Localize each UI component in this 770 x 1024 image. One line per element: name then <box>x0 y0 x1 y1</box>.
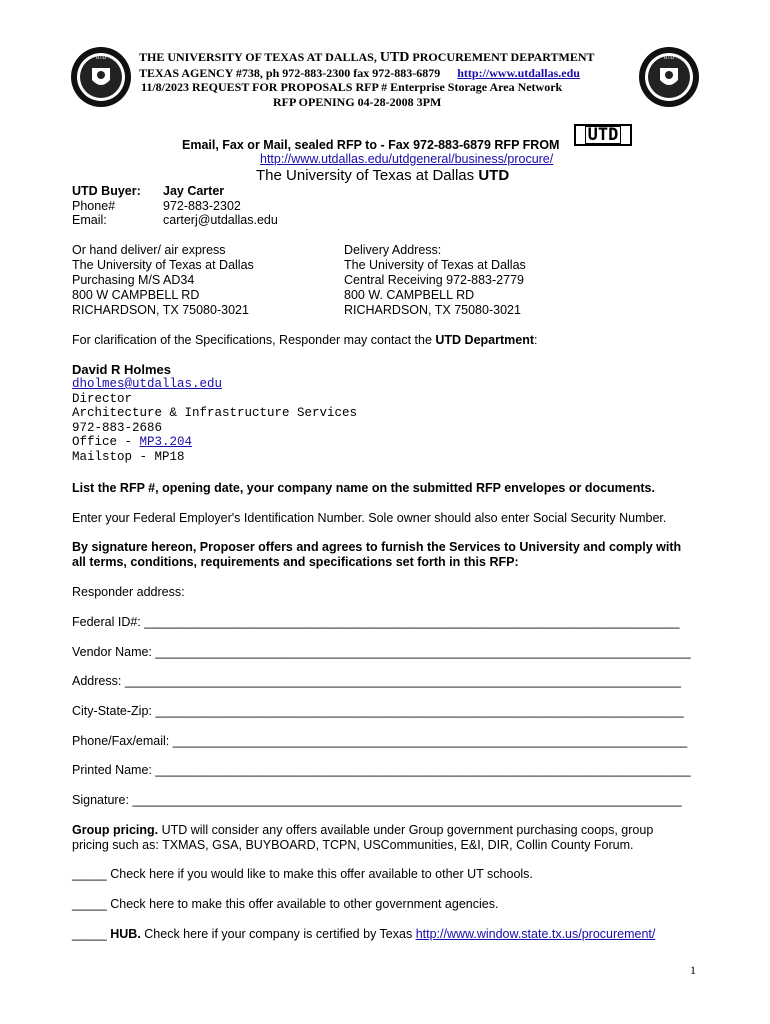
vendor-name-field[interactable]: Vendor Name: _____________________________________________________________________________ <box>72 645 691 659</box>
utd-logo: UTD <box>574 124 632 146</box>
group-pricing: Group pricing. UTD will consider any offers available under Group government purchasing coops, group pricing such as: TXMAS, GSA, BUYBOARD, TCPN, USCommunities, E&I, DIR, Collin County Forum. <box>72 823 654 852</box>
header-line-3: 11/8/2023 REQUEST FOR PROPOSALS RFP # Enterprise Storage Area Network <box>141 80 563 94</box>
header-department: PROCUREMENT DEPARTMENT <box>412 50 595 64</box>
hand-deliver-address: Or hand deliver/ air express The University of Texas at Dallas Purchasing M/S AD34 800 W CAMPBELL RD RICHARDSON, TX 75080-3021 <box>72 243 254 317</box>
city-state-zip-field[interactable]: City-State-Zip: ____________________________________________________________________________ <box>72 704 684 718</box>
contact-title: Director <box>72 391 133 406</box>
rfp-opening: RFP OPENING 04-28-2008 3PM <box>273 95 442 109</box>
buyer-label: UTD Buyer: <box>72 184 141 198</box>
header-university: THE UNIVERSITY OF TEXAS AT DALLAS, <box>139 50 377 64</box>
federal-id-note: Enter your Federal Employer's Identification Number. Sole owner should also enter Social Security Number. <box>72 511 667 525</box>
university-seal-left-icon <box>70 46 132 108</box>
hub-procurement-link[interactable]: http://www.window.state.tx.us/procurement/ <box>415 927 656 941</box>
signature-agreement: By signature hereon, Proposer offers and agrees to furnish the Services to University and comply with all terms, conditions, requirements and specifications set forth in this RFP: <box>72 540 682 569</box>
list-rfp-instruction: List the RFP #, opening date, your company name on the submitted RFP envelopes or documents. <box>72 481 655 495</box>
clarification-text: For clarification of the Specifications, Responder may contact the UTD Department: <box>72 333 538 347</box>
svg-text:UTD: UTD <box>95 55 107 61</box>
address-field[interactable]: Address: ________________________________________________________________________________ <box>72 674 681 688</box>
hub-check[interactable]: _____ HUB. Check here if your company is certified by Texas http://www.window.state.tx.us/procurement/ <box>72 927 656 941</box>
university-title: The University of Texas at Dallas UTD <box>256 167 510 184</box>
ut-schools-check[interactable]: _____ Check here if you would like to make this offer available to other UT schools. <box>72 867 533 881</box>
utdallas-link[interactable]: http://www.utdallas.edu <box>457 66 580 80</box>
gov-agencies-check[interactable]: _____ Check here to make this offer available to other government agencies. <box>72 897 499 911</box>
phone-label: Phone# <box>72 199 116 213</box>
delivery-address: Delivery Address: The University of Texas at Dallas Central Receiving 972-883-2779 800 W. CAMPBELL RD RICHARDSON, TX 75080-3021 <box>344 243 526 317</box>
contact-block <box>72 377 357 465</box>
svg-text:UTD: UTD <box>663 55 675 61</box>
office-link[interactable]: MP3.204 <box>139 435 193 450</box>
submit-instruction: Email, Fax or Mail, sealed RFP to - Fax 972-883-6879 RFP FROM <box>182 138 560 152</box>
signature-field[interactable]: Signature: _______________________________________________________________________________ <box>72 793 682 807</box>
header-agency: TEXAS AGENCY #738, ph 972-883-2300 fax 972-883-6879 <box>139 66 441 80</box>
contact-email-link[interactable]: dholmes@utdallas.edu <box>72 377 223 391</box>
procure-link[interactable]: http://www.utdallas.edu/utdgeneral/business/procure/ <box>260 152 554 166</box>
responder-address-label: Responder address: <box>72 585 185 599</box>
buyer-phone: 972-883-2302 <box>163 199 241 213</box>
university-seal-right-icon <box>638 46 700 108</box>
header-utd: UTD <box>379 50 410 65</box>
contact-department: Architecture & Infrastructure Services <box>72 406 358 421</box>
email-label: Email: <box>72 213 107 227</box>
contact-name: David R Holmes <box>72 362 171 377</box>
buyer-email: carterj@utdallas.edu <box>163 213 278 227</box>
contact-office: Office - MP3.204 <box>72 435 193 450</box>
header-line-2 <box>139 66 580 81</box>
contact-phone: 972-883-2686 <box>72 420 163 435</box>
printed-name-field[interactable]: Printed Name: _____________________________________________________________________________ <box>72 763 691 777</box>
buyer-name: Jay Carter <box>163 184 225 198</box>
page-number: 1 <box>690 963 696 977</box>
header-line-1 <box>139 50 595 66</box>
federal-id-field[interactable]: Federal ID#: _____________________________________________________________________________ <box>72 615 680 629</box>
contact-mailstop: Mailstop - MP18 <box>72 449 185 464</box>
phone-fax-email-field[interactable]: Phone/Fax/email: __________________________________________________________________________ <box>72 734 688 748</box>
